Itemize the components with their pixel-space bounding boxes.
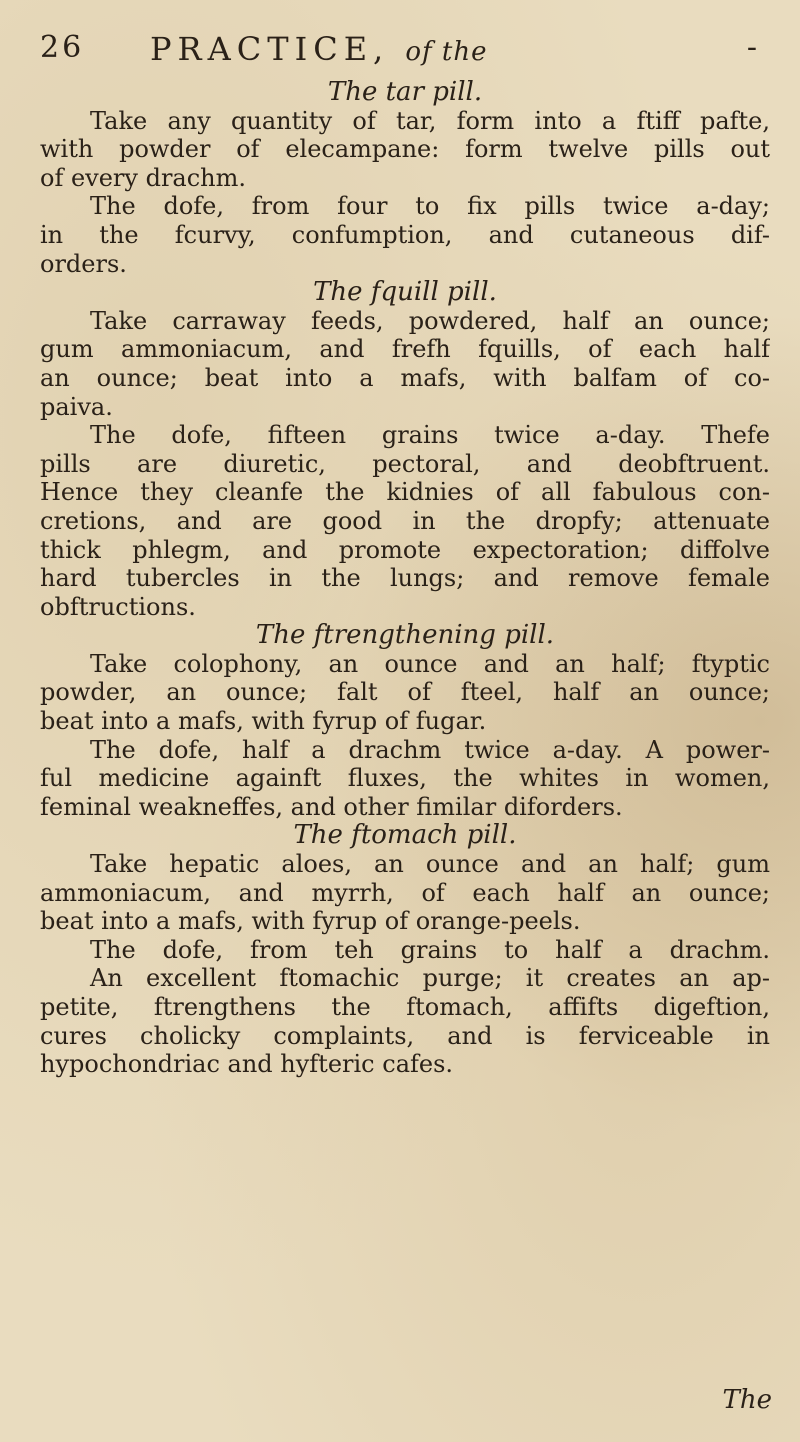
running-title: PRACTICE, of the <box>150 30 488 68</box>
text-line: paiva. <box>40 392 113 421</box>
text-line: in the fcurvy, confumption, and cutaneous dif- <box>40 220 770 249</box>
text-line: with powder of elecampane: form twelve pills out <box>40 135 770 164</box>
section-heading: The tar pill. <box>327 78 483 107</box>
text-line: pills are diuretic, pectoral, and deobftruent. <box>40 449 770 478</box>
text-body <box>40 78 770 1079</box>
running-title-suffix: of the <box>405 37 488 67</box>
text-line: obftructions. <box>40 592 196 621</box>
section-heading: The ftrengthening pill. <box>255 621 555 650</box>
text-line: Take hepatic aloes, an ounce and an half; gum <box>90 850 770 879</box>
text-line: beat into a mafs, with fyrup of orange-peels. <box>40 907 581 936</box>
text-line: beat into a mafs, with fyrup of fugar. <box>40 707 487 736</box>
text-line: orders. <box>40 249 127 278</box>
text-line: The dofe, from four to fix pills twice a-day; <box>90 192 770 221</box>
text-line: The dofe, half a drachm twice a-day. A power- <box>90 735 770 764</box>
text-line: hard tubercles in the lungs; and remove female <box>40 564 770 593</box>
text-line: An excellent ftomachic purge; it creates an ap- <box>90 964 770 993</box>
text-line: The dofe, from teh grains to half a drachm. <box>90 935 770 964</box>
text-line: thick phlegm, and promote expectoration; diffolve <box>40 535 770 564</box>
text-line: Take carraway feeds, powdered, half an ounce; <box>90 306 770 335</box>
running-header <box>40 22 760 74</box>
running-title-main: PRACTICE <box>150 30 374 68</box>
section-heading: The ftomach pill. <box>293 821 517 851</box>
catchword: The <box>722 1385 772 1415</box>
text-line: cretions, and are good in the dropfy; attenuate <box>40 506 770 535</box>
text-line: of every drachm. <box>40 163 247 192</box>
text-line: cures cholicky complaints, and is ferviceable in <box>40 1021 770 1050</box>
text-line: gum ammoniacum, and frefh fquills, of each half <box>40 335 770 364</box>
text-line: ful medicine againft fluxes, the whites in women, <box>40 764 770 793</box>
text-line: petite, ftrengthens the ftomach, affifts digeftion, <box>40 993 770 1021</box>
text-line: hypochondriac and hyfteric cafes. <box>40 1050 454 1079</box>
text-line: Take any quantity of tar, form into a ftiff pafte, <box>90 106 770 135</box>
section-heading: The fquill pill. <box>313 278 497 307</box>
text-line: The dofe, fifteen grains twice a-day. Thefe <box>90 421 770 450</box>
text-line: feminal weakneffes, and other fimilar diforders. <box>40 792 623 821</box>
text-line: Take colophony, an ounce and an half; ftyptic <box>90 649 770 678</box>
signature-mark: - <box>746 30 760 65</box>
page-number: 26 <box>40 30 85 65</box>
text-line: an ounce; beat into a mafs, with balfam of co- <box>40 363 770 392</box>
text-line: Hence they cleanfe the kidnies of all fabulous con- <box>40 478 770 507</box>
text-line: ammoniacum, and myrrh, of each half an ounce; <box>40 878 770 907</box>
text-line: powder, an ounce; falt of fteel, half an ounce; <box>40 678 770 707</box>
